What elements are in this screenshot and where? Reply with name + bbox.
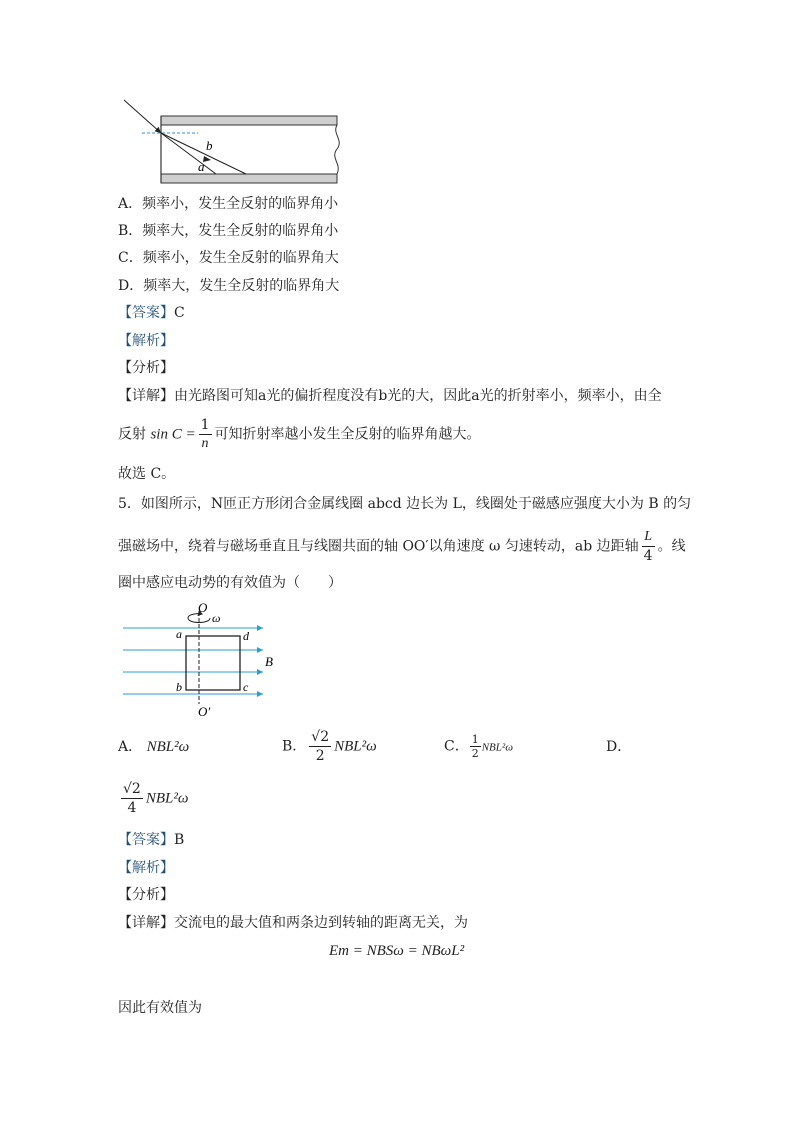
q5-option-a — [118, 737, 189, 757]
q4-detail-tag: 【详解】 — [118, 388, 174, 404]
q4-formula: sin C = — [150, 426, 196, 443]
q4-analysis-tag: 【解析】 — [118, 333, 174, 349]
q5-stem-line3: 圈中感应电动势的有效值为（ ） — [118, 575, 342, 591]
q5-option-d-label: D． — [606, 739, 632, 755]
q5-option-c-num: 1 — [471, 733, 479, 746]
q4-conclusion: 故选 C。 — [118, 466, 176, 482]
q5-answer-tag: 【答案】 — [118, 832, 174, 848]
q5-stem-line2 — [118, 528, 686, 565]
axis-o-label: O — [198, 600, 208, 615]
q5-option-b-frac — [309, 728, 331, 765]
q5-option-b-den: 2 — [315, 748, 325, 764]
corner-b-label: b — [176, 680, 182, 694]
q5-detail — [118, 913, 468, 933]
q4-fenxi-tag: 【分析】 — [118, 360, 174, 376]
q5-option-d-num: √2 — [123, 781, 141, 797]
q5-stem-line2-post: 。线 — [657, 538, 686, 555]
q5-option-c — [444, 733, 513, 760]
ray-a-label: a — [198, 159, 205, 174]
q5-option-b-expr: NBL²ω — [334, 738, 377, 755]
q5-answer-value: B — [174, 832, 185, 848]
q4-option-c: C．频率小，发生全反射的临界角大 — [118, 250, 339, 266]
q5-option-b-num: √2 — [311, 729, 330, 745]
q4-detail-text2-pre: 反射 — [118, 426, 146, 443]
q5-detail-text: 交流电的最大值和两条边到转轴的距离无关，为 — [174, 915, 468, 931]
q5-stem-fraction — [642, 528, 655, 565]
q5-analysis-tag: 【解析】 — [118, 860, 174, 876]
axis-o2-label: O′ — [198, 704, 211, 718]
q4-detail-text1: 由光路图可知a光的偏折程度没有b光的大，因此a光的折射率小，频率小，由全 — [174, 388, 662, 404]
q5-option-c-label: C． — [444, 738, 469, 755]
omega-label: ω — [212, 611, 221, 625]
q5-stem-line2-pre: 强磁场中，绕着与磁场垂直且与线圈共面的轴 OO′以角速度 ω 匀速转动，ab 边距轴 — [118, 538, 639, 555]
q5-stem-frac-num: L — [642, 528, 655, 547]
q4-answer — [118, 303, 185, 323]
q4-answer-value: C — [174, 305, 185, 321]
q4-detail-text2-post: 可知折射率越小发生全反射的临界角越大。 — [214, 426, 481, 443]
q5-option-c-den: 2 — [471, 747, 479, 760]
ray-b-label: b — [206, 138, 213, 153]
q5-option-d-expr: NBL²ω — [145, 790, 189, 807]
corner-d-label: d — [243, 629, 249, 643]
q5-option-d — [118, 780, 188, 817]
coil-figure — [118, 600, 288, 718]
q5-option-b-label: B． — [282, 738, 307, 755]
q4-detail-line2 — [118, 416, 481, 453]
q4-option-a: A．频率小，发生全反射的临界角小 — [118, 196, 339, 212]
q5-option-a-label: A． — [118, 739, 143, 755]
q5-answer — [118, 830, 184, 850]
q5-option-a-expr: NBL²ω — [146, 739, 190, 755]
q5-option-c-frac — [470, 733, 481, 760]
q5-option-d-frac — [121, 780, 143, 817]
q4-option-d: D．频率大，发生全反射的临界角大 — [118, 278, 340, 294]
corner-a-label: a — [176, 627, 182, 641]
q5-final-text: 因此有效值为 — [118, 1000, 202, 1016]
q5-stem-frac-den: 4 — [643, 548, 653, 564]
q4-option-b: B．频率大，发生全反射的临界角小 — [118, 223, 339, 239]
q4-frac-num: 1 — [200, 417, 210, 433]
field-b-label: B — [265, 654, 273, 669]
q5-option-d-den: 4 — [127, 800, 137, 816]
q5-option-b — [282, 728, 377, 765]
corner-c-label: c — [243, 680, 249, 694]
q5-equation: Em = NBSω = NBωL² — [329, 943, 465, 959]
light-path-figure — [118, 96, 348, 192]
q4-frac-den: n — [201, 436, 209, 451]
q4-fraction — [199, 416, 212, 453]
q5-fenxi-tag: 【分析】 — [118, 887, 174, 903]
q5-stem-line1: 5．如图所示，N匝正方形闭合金属线圈 abcd 边长为 L，线圈处于磁感应强度大小为 B 的匀 — [118, 496, 692, 512]
q5-option-c-expr: NBL²ω — [481, 741, 513, 754]
q5-detail-tag: 【详解】 — [118, 915, 174, 931]
q4-answer-tag: 【答案】 — [118, 305, 174, 321]
q4-detail-line1 — [118, 386, 662, 406]
